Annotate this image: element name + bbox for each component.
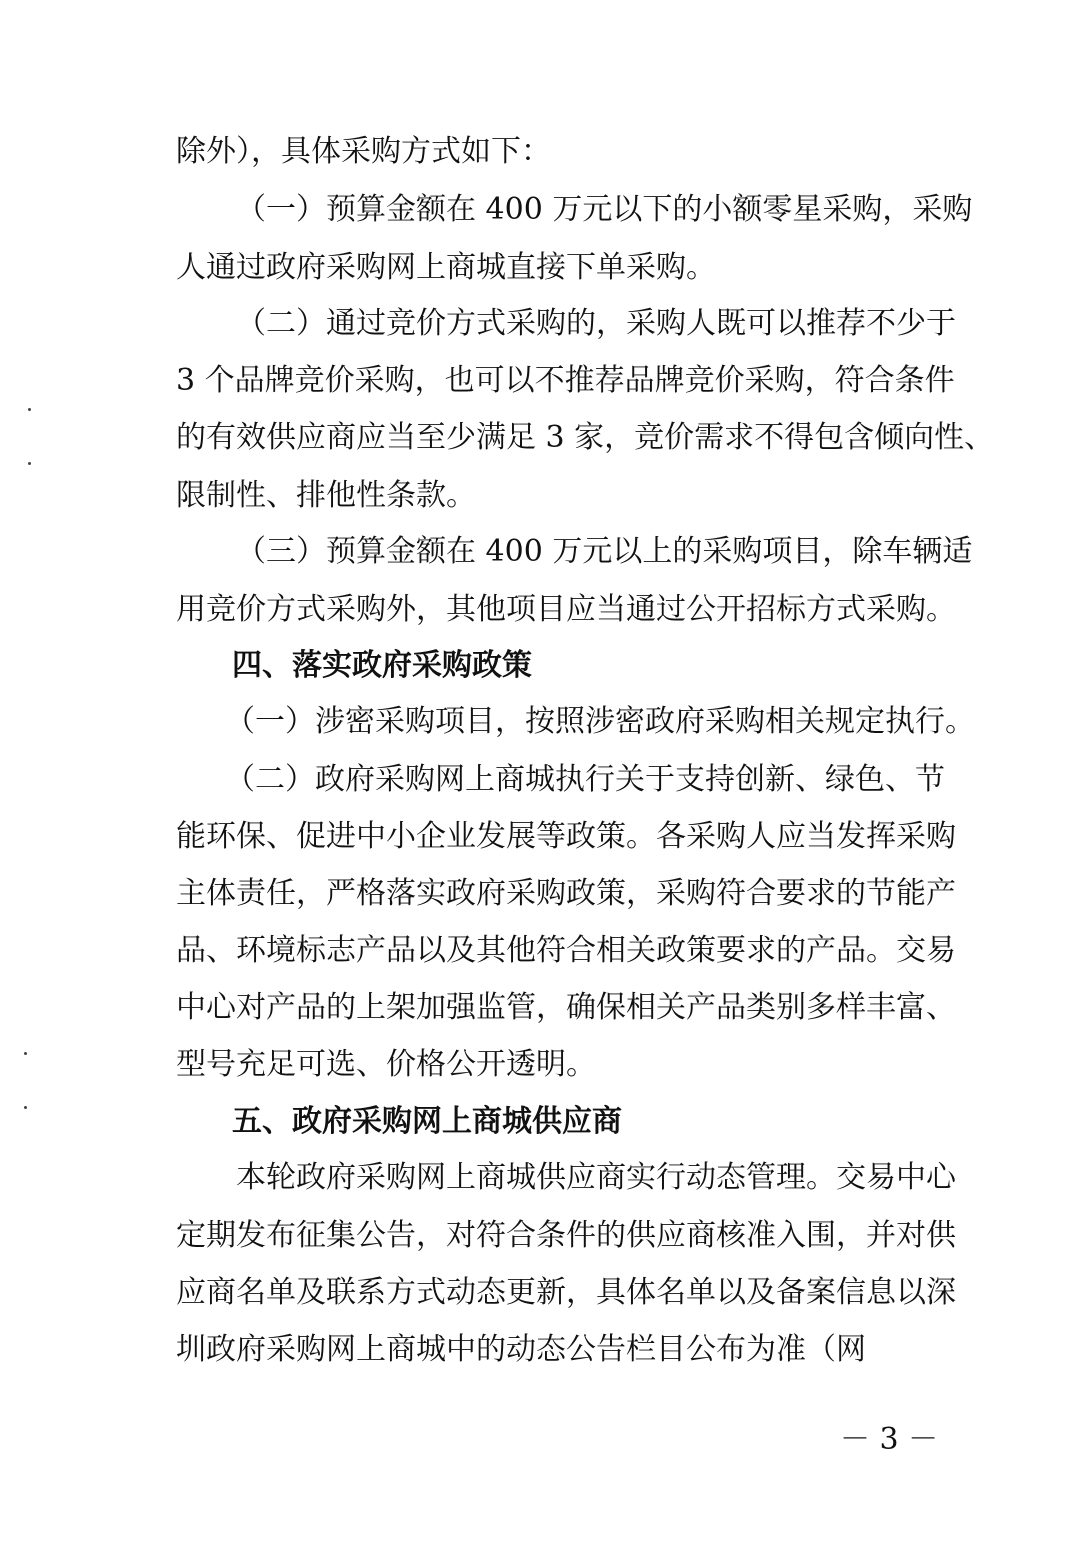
text-line: 人通过政府采购网上商城直接下单采购。 xyxy=(176,250,716,285)
text-line: （三）预算金额在 400 万元以上的采购项目，除车辆适 xyxy=(236,534,973,569)
text-line: 3 个品牌竞价采购，也可以不推荐品牌竞价采购，符合条件 xyxy=(176,363,955,398)
text-line: 限制性、排他性条款。 xyxy=(176,478,476,513)
text-line: 的有效供应商应当至少满足 3 家，竞价需求不得包含倾向性、 xyxy=(176,420,995,455)
text-line: （一）预算金额在 400 万元以下的小额零星采购，采购 xyxy=(236,192,973,227)
page-number: － 3 － xyxy=(840,1422,939,1457)
text-line: 中心对产品的上架加强监管，确保相关产品类别多样丰富、 xyxy=(176,990,956,1025)
section-heading: 五、政府采购网上商城供应商 xyxy=(232,1104,622,1139)
scan-mark xyxy=(28,408,31,411)
text-line: 圳政府采购网上商城中的动态公告栏目公布为准（网 xyxy=(176,1332,866,1367)
scan-mark xyxy=(24,1052,27,1055)
text-line: （二）通过竞价方式采购的，采购人既可以推荐不少于 xyxy=(236,306,956,341)
text-line: （一）涉密采购项目，按照涉密政府采购相关规定执行。 xyxy=(225,704,975,739)
text-line: 除外），具体采购方式如下： xyxy=(176,134,551,169)
text-line: 本轮政府采购网上商城供应商实行动态管理。交易中心 xyxy=(236,1160,956,1195)
text-line: 主体责任，严格落实政府采购政策，采购符合要求的节能产 xyxy=(176,876,956,911)
text-line: 型号充足可选、价格公开透明。 xyxy=(176,1047,596,1082)
text-line: （二）政府采购网上商城执行关于支持创新、绿色、节 xyxy=(225,762,945,797)
text-line: 用竞价方式采购外，其他项目应当通过公开招标方式采购。 xyxy=(176,592,956,627)
text-line: 品、环境标志产品以及其他符合相关政策要求的产品。交易 xyxy=(176,933,956,968)
text-line: 能环保、促进中小企业发展等政策。各采购人应当发挥采购 xyxy=(176,819,956,854)
text-line: 定期发布征集公告，对符合条件的供应商核准入围，并对供 xyxy=(176,1218,956,1253)
text-line: 应商名单及联系方式动态更新，具体名单以及备案信息以深 xyxy=(176,1275,956,1310)
scan-mark xyxy=(24,1106,27,1109)
scan-mark xyxy=(28,462,31,465)
section-heading: 四、落实政府采购政策 xyxy=(232,648,532,683)
